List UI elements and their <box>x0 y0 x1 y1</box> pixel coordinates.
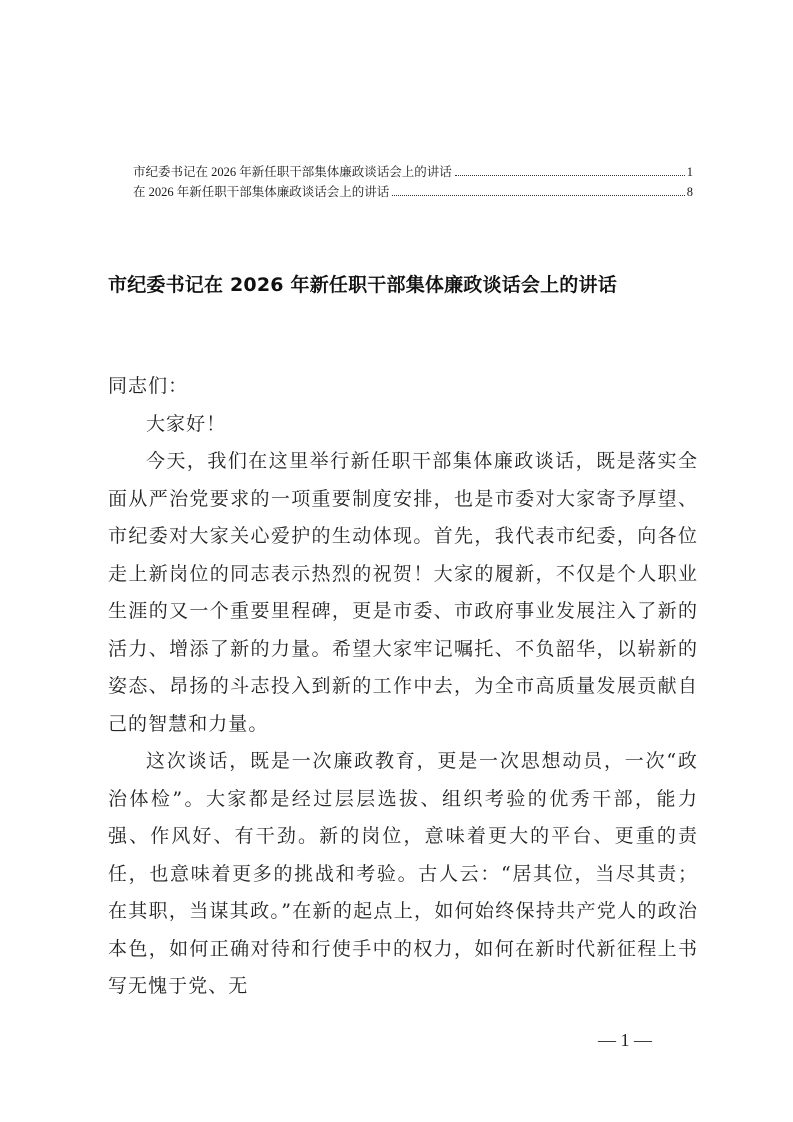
toc-entry[interactable] <box>133 162 693 182</box>
toc-leader-dots <box>392 194 684 196</box>
body-paragraph: 这次谈话，既是一次廉政教育，更是一次思想动员，一次“政治体检”。大家都是经过层层选拔、组织考验的优秀干部，能力强、作风好、有干劲。新的岗位，意味着更大的平台、更重的责任，也意味着更多的挑战和考验。古人云：“居其位，当尽其责；在其职，当谋其政。”在新的起点上，如何始终保持共产党人的政治本色，如何正确对待和行使手中的权力，如何在新时代新征程上书写无愧于党、无 <box>108 750 698 997</box>
toc-entry-title[interactable]: 市纪委书记在 2026 年新任职干部集体廉政谈话会上的讲话 <box>133 165 452 179</box>
salutation: 同志们： <box>108 375 189 397</box>
page-number: — 1 — <box>598 1030 652 1050</box>
table-of-contents <box>133 162 693 202</box>
toc-entry-page[interactable]: 1 <box>686 165 693 179</box>
document-body <box>108 368 698 1006</box>
document-title: 市纪委书记在 2026 年新任职干部集体廉政谈话会上的讲话 <box>108 274 617 296</box>
toc-entry-page[interactable]: 8 <box>686 185 693 199</box>
toc-entry-title[interactable]: 在 2026 年新任职干部集体廉政谈话会上的讲话 <box>133 185 390 199</box>
toc-leader-dots <box>455 174 685 176</box>
body-paragraph: 今天，我们在这里举行新任职干部集体廉政谈话，既是落实全面从严治党要求的一项重要制度安排，也是市委对大家寄予厚望、市纪委对大家关心爱护的生动体现。首先，我代表市纪委，向各位走上新岗位的同志表示热烈的祝贺！大家的履新，不仅是个人职业生涯的又一个重要里程碑，更是市委、市政府事业发展注入了新的活力、增添了新的力量。希望大家牢记嘱托、不负韶华，以崭新的姿态、昂扬的斗志投入到新的工作中去，为全市高质量发展贡献自己的智慧和力量。 <box>108 450 698 735</box>
toc-entry[interactable] <box>133 182 693 202</box>
greeting: 大家好！ <box>146 412 227 435</box>
